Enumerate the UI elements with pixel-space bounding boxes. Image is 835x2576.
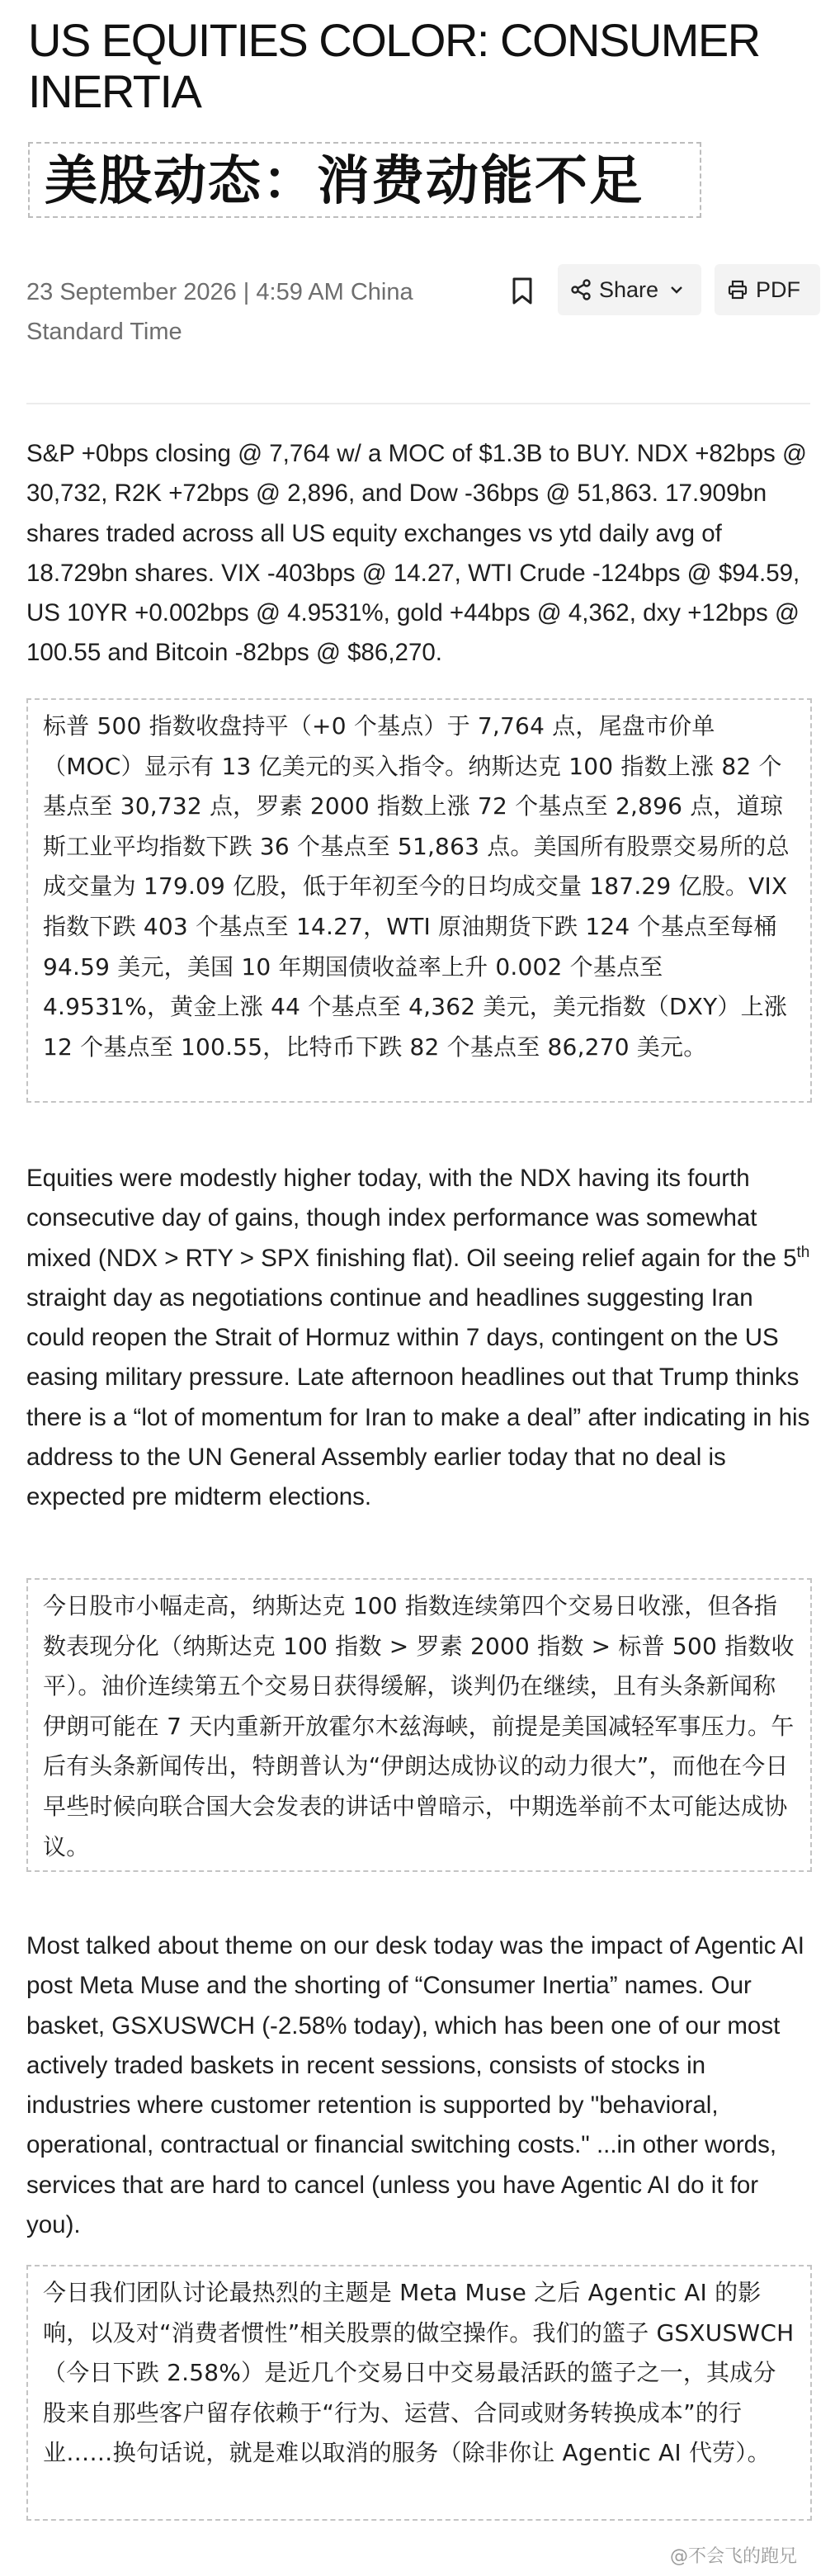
bookmark-icon[interactable] xyxy=(512,277,533,305)
paragraph-theme-zh: 今日我们团队讨论最热烈的主题是 Meta Muse 之后 Agentic AI 的影响，以及对“消费者惯性”相关股票的做空操作。我们的篮子 GSXUSWCH（今日下跌 2.58%）是近几个交易日中交易最活跃的篮子之一，其成分股来自那些客户留存依赖于“行为、运营、合同或财务转换成本”的行业……换句话说，就是难以取消的服务（除非你让 Agentic AI 代劳）。 xyxy=(43,2279,795,2467)
watermark: @不会飞的跑兄 xyxy=(670,2546,798,2567)
pdf-button[interactable] xyxy=(715,264,820,315)
paragraph-equities-en-part2: straight day as negotiations continue and headlines suggesting Iran could reopen the Strait of Hormuz within 7 days, contingent on the US easing military pressure. Late afternoon headlines out that Trump thinks there is a “lot of momentum for Iran to make a deal” after indicating in his address to the UN General Assembly earlier today that no deal is expected pre midterm elections. xyxy=(26,1283,810,1511)
translation-box-theme xyxy=(26,2265,812,2521)
publish-date: 23 September 2026 | 4:59 AM China Standard Time xyxy=(26,279,413,345)
paragraph-equities-en-part1: Equities were modestly higher today, with the NDX having its fourth consecutive day of gains, though index performance was somewhat mixed (NDX > RTY > SPX finishing flat). Oil seeing relief again for the 5 xyxy=(26,1165,797,1272)
paragraph-equities-en xyxy=(26,1159,814,1518)
share-icon xyxy=(571,279,591,300)
translation-box-equities xyxy=(26,1578,812,1872)
share-button[interactable] xyxy=(558,264,701,315)
translation-box-market-close xyxy=(26,698,812,1103)
divider xyxy=(26,403,810,404)
paragraph-market-close-zh: 标普 500 指数收盘持平（+0 个基点）于 7,764 点，尾盘市价单（MOC）显示有 13 亿美元的买入指令。纳斯达克 100 指数上涨 82 个基点至 30,732 点，罗素 2000 指数上涨 72 个基点至 2,896 点，道琼斯工业平均指数下跌 36 个基点至 51,863 点。美国所有股票交易所的总成交量为 179.09 亿股，低于年初至今的日均成交量 187.29 亿股。VIX 指数下跌 403 个基点至 14.27，WTI 原油期货下跌 124 个基点至每桶 94.59 美元，美国 10 年期国债收益率上升 0.002 个基点至 4.9531%，黄金上涨 44 个基点至 4,362 美元，美元指数（DXY）上涨 12 个基点至 100.55，比特币下跌 82 个基点至 86,270 美元。 xyxy=(43,712,790,1061)
headline-zh: 美股动态：消费动能不足 xyxy=(45,151,644,212)
headline-zh-box xyxy=(28,142,701,218)
paragraph-theme-en: Most talked about theme on our desk today was the impact of Agentic AI post Meta Muse and the shorting of “Consumer Inertia” names. Our basket, GSXUSWCH (-2.58% today), which has been one of our most actively traded baskets in recent sessions, consists of stocks in industries where customer retention is supported by "behavioral, operational, contractual or financial switching costs." ...in other words, services that are hard to cancel (unless you have Agentic AI do it for you). xyxy=(26,1932,804,2239)
headline-en: US EQUITIES COLOR: CONSUMER INERTIA xyxy=(28,14,760,117)
chevron-down-icon xyxy=(670,286,683,294)
share-label: Share xyxy=(599,277,659,302)
paragraph-equities-zh: 今日股市小幅走高，纳斯达克 100 指数连续第四个交易日收涨，但各指数表现分化（纳斯达克 100 指数 > 罗素 2000 指数 > 标普 500 指数收平）。油价连续第五个交易日获得缓解，谈判仍在继续，且有头条新闻称伊朗可能在 7 天内重新开放霍尔木兹海峡，前提是美国减轻军事压力。午后有头条新闻传出，特朗普认为“伊朗达成协议的动力很大”，而他在今日早些时候向联合国大会发表的讲话中曾暗示，中期选举前不太可能达成协议。 xyxy=(43,1592,795,1860)
paragraph-market-close-en: S&P +0bps closing @ 7,764 w/ a MOC of $1.3B to BUY. NDX +82bps @ 30,732, R2K +72bps @ 2,896, and Dow -36bps @ 51,863. 17.909bn shares traded across all US equity exchanges vs ytd daily avg of 18.729bn shares. VIX -403bps @ 14.27, WTI Crude -124bps @ $94.59, US 10YR +0.002bps @ 4.9531%, gold +44bps @ 4,362, dxy +12bps @ 100.55 and Bitcoin -82bps @ $86,270. xyxy=(26,440,807,667)
ordinal-suffix: th xyxy=(796,1243,810,1261)
pdf-label: PDF xyxy=(756,277,800,302)
print-icon xyxy=(728,280,748,300)
